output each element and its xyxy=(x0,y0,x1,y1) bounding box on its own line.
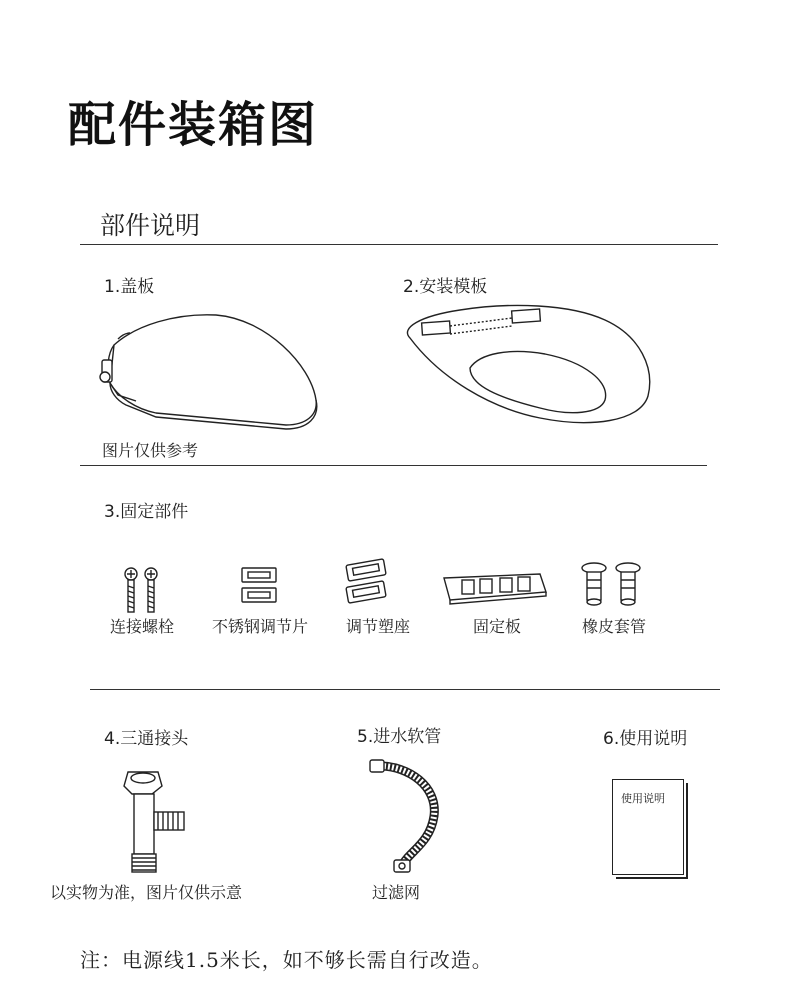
row-divider-2 xyxy=(90,689,720,690)
fixing-item-2: 调节塑座 xyxy=(346,617,411,636)
rubber-sleeves-icon xyxy=(580,560,644,612)
fixing-item-0: 连接螺栓 xyxy=(110,617,175,636)
installation-template-illustration xyxy=(400,298,655,433)
part-label-fixing: 3.固定部件 xyxy=(104,502,189,522)
adjusting-plastic-seats-icon xyxy=(344,558,390,606)
part-label-tee: 4.三通接头 xyxy=(104,729,189,749)
fixing-plate-icon xyxy=(440,570,550,606)
power-cord-note: 注：电源线1.5米长，如不够长需自行改造。 xyxy=(80,948,493,972)
row-divider-1 xyxy=(80,465,707,466)
page-title: 配件装箱图 xyxy=(68,97,319,153)
user-manual-booklet xyxy=(612,779,684,875)
part-label-cover: 1.盖板 xyxy=(104,277,155,297)
inlet-hose-illustration xyxy=(368,756,448,876)
section-divider xyxy=(80,244,718,245)
cover-caption: 图片仅供参考 xyxy=(102,441,199,460)
part-label-hose: 5.进水软管 xyxy=(357,727,442,747)
part-label-template: 2.安装模板 xyxy=(403,277,488,297)
tee-caption: 以实物为准，图片仅供示意 xyxy=(50,883,243,902)
hose-caption: 过滤网 xyxy=(372,883,421,902)
fixing-item-4: 橡皮套管 xyxy=(582,617,647,636)
section-title: 部件说明 xyxy=(100,211,201,240)
manual-cover-text: 使用说明 xyxy=(621,792,665,805)
toilet-seat-cover-illustration xyxy=(96,305,326,435)
part-label-manual: 6.使用说明 xyxy=(603,729,688,749)
tee-connector-illustration xyxy=(118,768,198,878)
stainless-adjusting-plates-icon xyxy=(240,566,280,606)
fixing-item-3: 固定板 xyxy=(473,617,522,636)
fixing-item-1: 不锈钢调节片 xyxy=(212,617,309,636)
connecting-bolts-icon xyxy=(120,566,164,614)
